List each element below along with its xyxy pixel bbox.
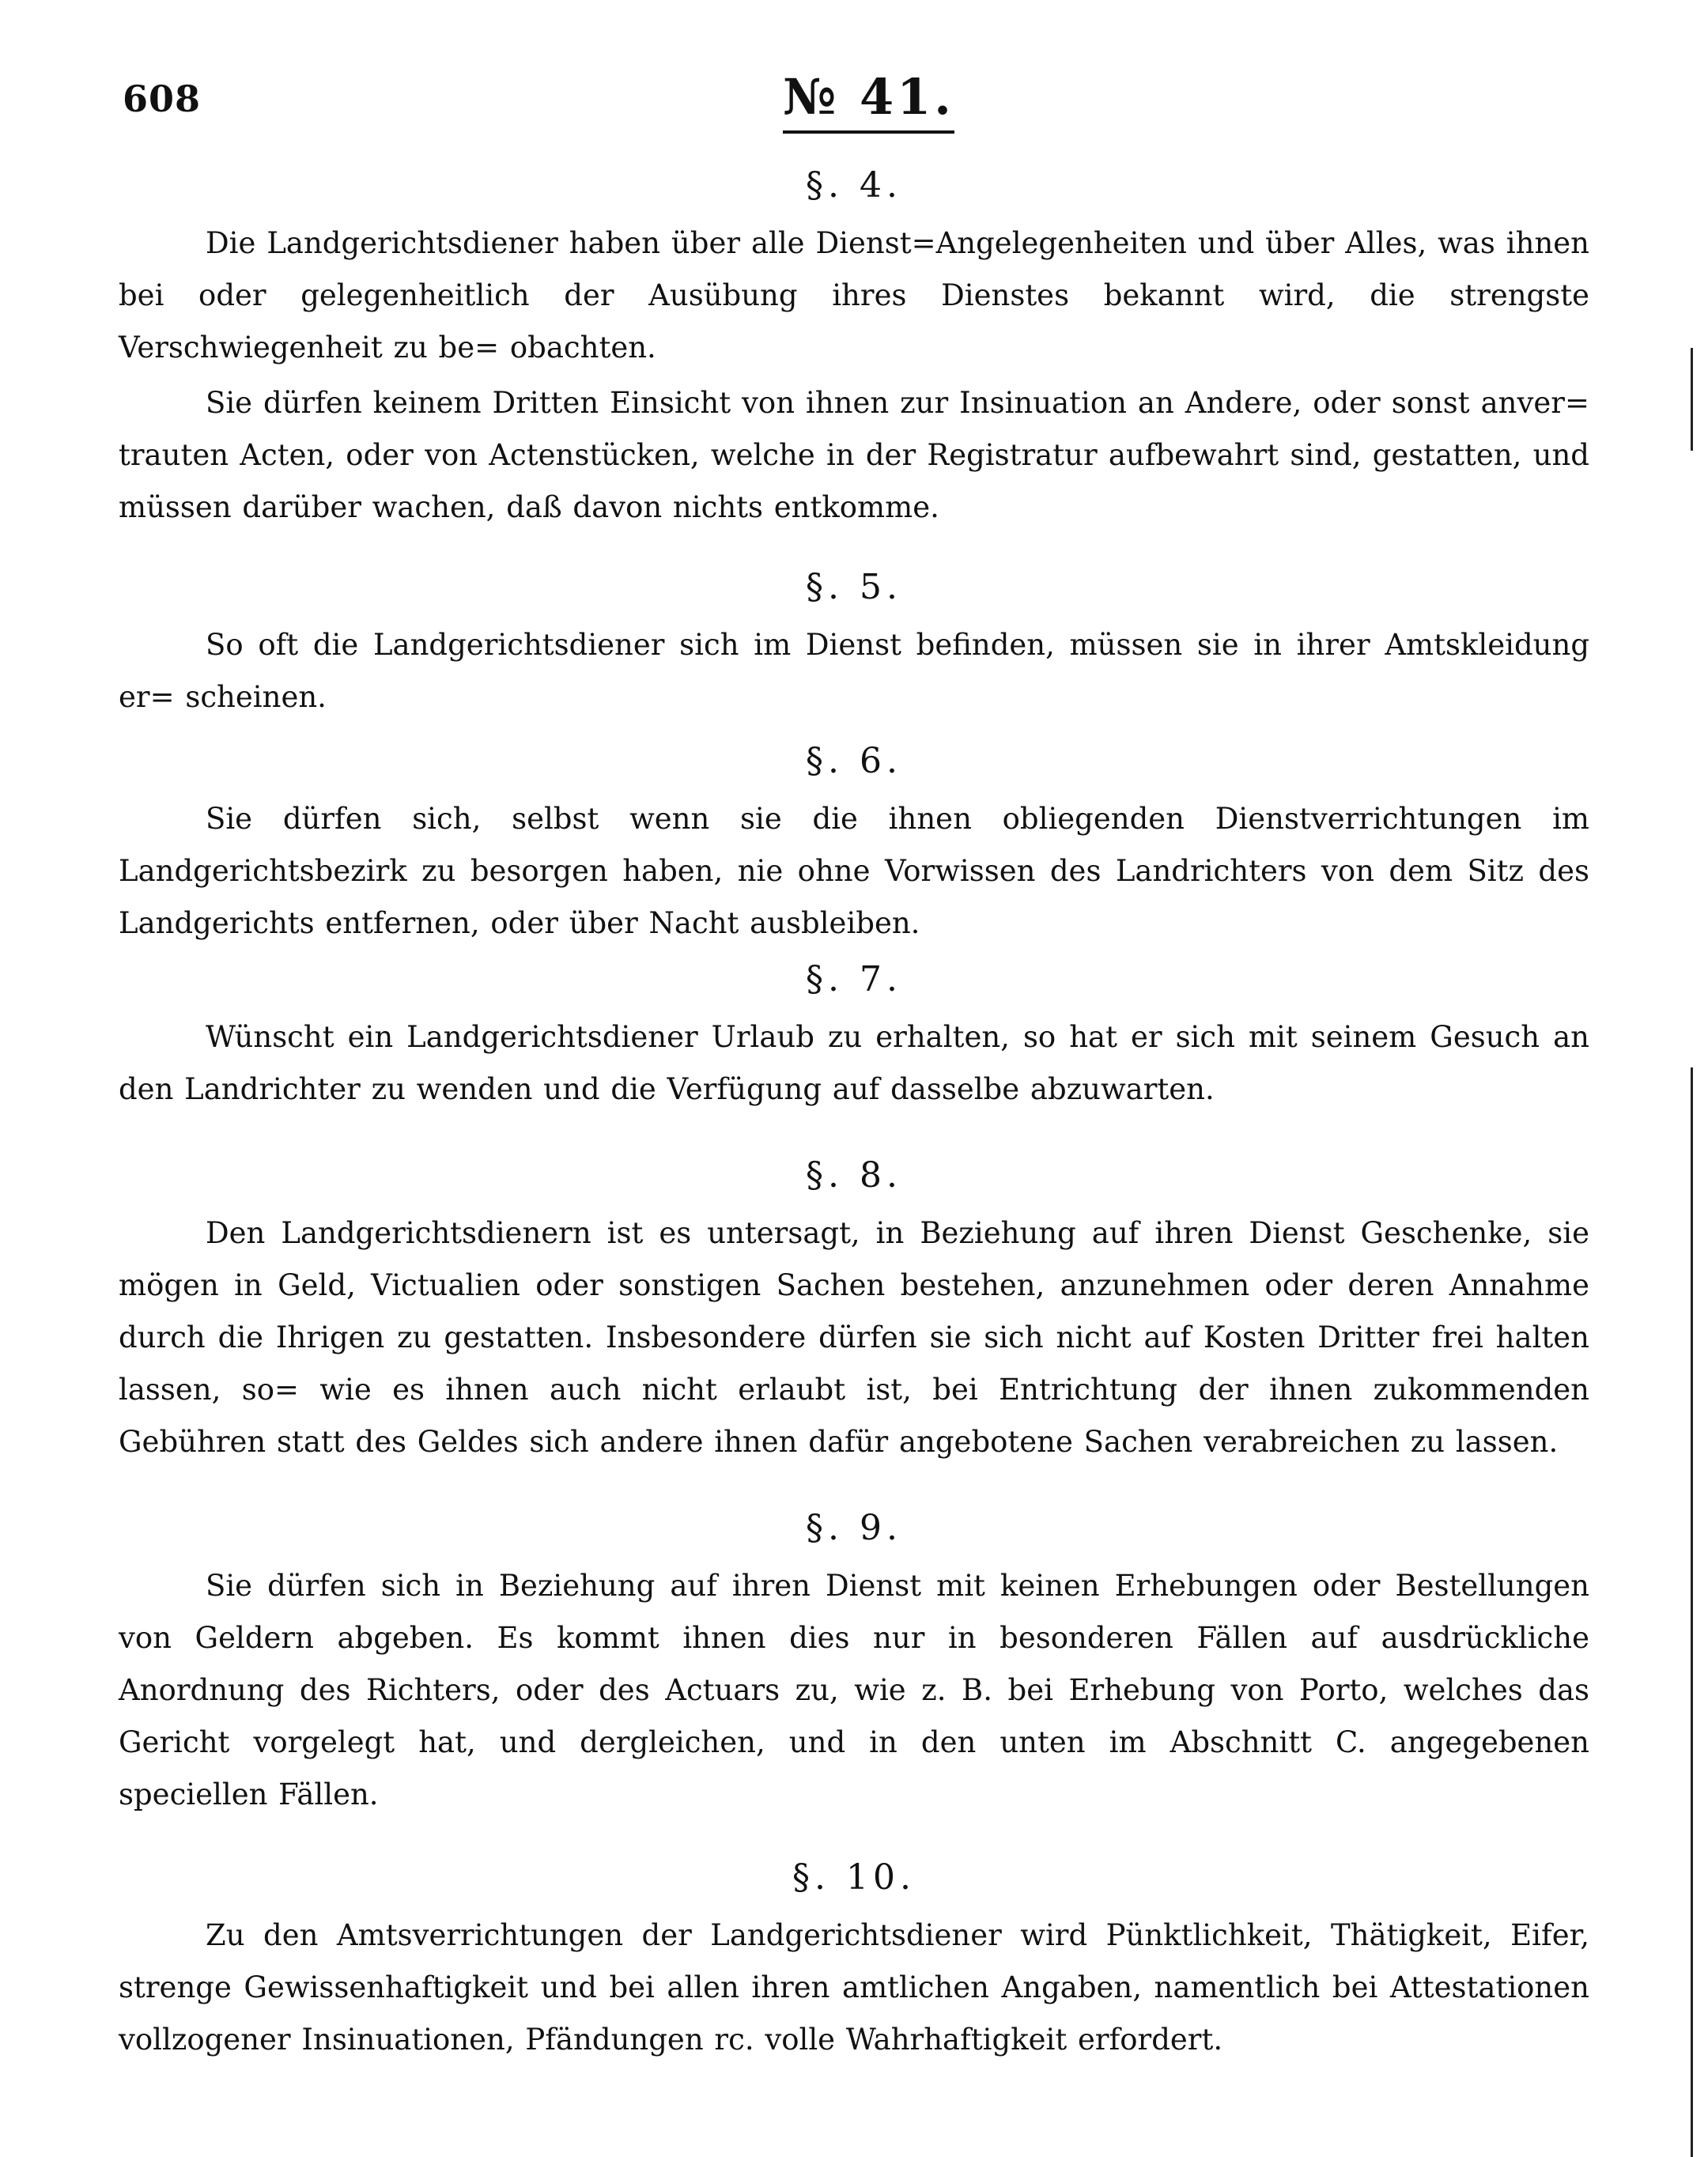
section-10 (119, 1854, 1589, 2066)
section-heading: §. 7. (806, 959, 902, 999)
section-8 (119, 1152, 1589, 1468)
section-heading: §. 10. (792, 1857, 916, 1898)
section-heading: §. 5. (806, 567, 902, 607)
section-7 (119, 956, 1589, 1116)
section-4 (119, 162, 1589, 534)
section-9 (119, 1505, 1589, 1821)
section-heading: §. 6. (806, 741, 902, 781)
section-5 (119, 564, 1589, 723)
issue-number: № 41. (783, 68, 954, 134)
paragraph: Die Landgerichtsdiener haben über alle Dienst=Angelegenheiten und über Alles, was ihnen bei oder gelegenheitlich der Ausübung ihres Dienstes bekannt wird, die strengste Verschwiegenheit zu be= obachten. (119, 226, 1589, 365)
section-heading: §. 4. (806, 165, 902, 206)
document-body (119, 162, 1589, 2069)
page-number: 608 (123, 77, 202, 120)
section-6 (119, 738, 1589, 950)
paragraph: Sie dürfen sich in Beziehung auf ihren Dienst mit keinen Erhebungen oder Bestellungen von Geldern abgeben. Es kommt ihnen dies nur in besonderen Fällen auf ausdrückliche Anordnung des Richters, oder des Actuars zu, wie z. B. bei Erhebung von Porto, welches das Gericht vorgelegt hat, und dergleichen, und in den unten im Abschnitt C. angegebenen speciellen Fällen. (119, 1569, 1589, 1811)
paragraph: Zu den Amtsverrichtungen der Landgerichtsdiener wird Pünktlichkeit, Thätigkeit, Eifer, strenge Gewissenhaftigkeit und bei allen ihren amtlichen Angaben, namentlich bei Attestationen vollzogener Insinuationen, Pfändungen rc. volle Wahrhaftigkeit erfordert. (119, 1918, 1589, 2057)
section-heading: §. 8. (806, 1155, 902, 1196)
scan-edge-line (1691, 1067, 1693, 2157)
paragraph: Sie dürfen keinem Dritten Einsicht von ihnen zur Insinuation an Andere, oder sonst anver= trauten Acten, oder von Actenstücken, welche in der Registratur aufbewahrt sind, gestatten, und müssen darüber wachen, daß davon nichts entkomme. (119, 386, 1589, 524)
paragraph: Wünscht ein Landgerichtsdiener Urlaub zu erhalten, so hat er sich mit seinem Gesuch an den Landrichter zu wenden und die Verfügung auf dasselbe abzuwarten. (119, 1020, 1589, 1106)
scan-edge-line (1691, 348, 1693, 451)
section-heading: §. 9. (806, 1508, 902, 1548)
paragraph: So oft die Landgerichtsdiener sich im Dienst befinden, müssen sie in ihrer Amtskleidung er= scheinen. (119, 628, 1589, 714)
paragraph: Den Landgerichtsdienern ist es untersagt, in Beziehung auf ihren Dienst Geschenke, sie mögen in Geld, Victualien oder sonstigen Sachen bestehen, anzunehmen oder deren Annahme durch die Ihrigen zu gestatten. Insbesondere dürfen sie sich nicht auf Kosten Dritter frei halten lassen, so= wie es ihnen auch nicht erlaubt ist, bei Entrichtung der ihnen zukommenden Gebühren statt des Geldes sich andere ihnen dafür angebotene Sachen verabreichen zu lassen. (119, 1216, 1589, 1459)
paragraph: Sie dürfen sich, selbst wenn sie die ihnen obliegenden Dienstverrichtungen im Landgerichtsbezirk zu besorgen haben, nie ohne Vorwissen des Landrichters von dem Sitz des Landgerichts entfernen, oder über Nacht ausbleiben. (119, 802, 1589, 940)
